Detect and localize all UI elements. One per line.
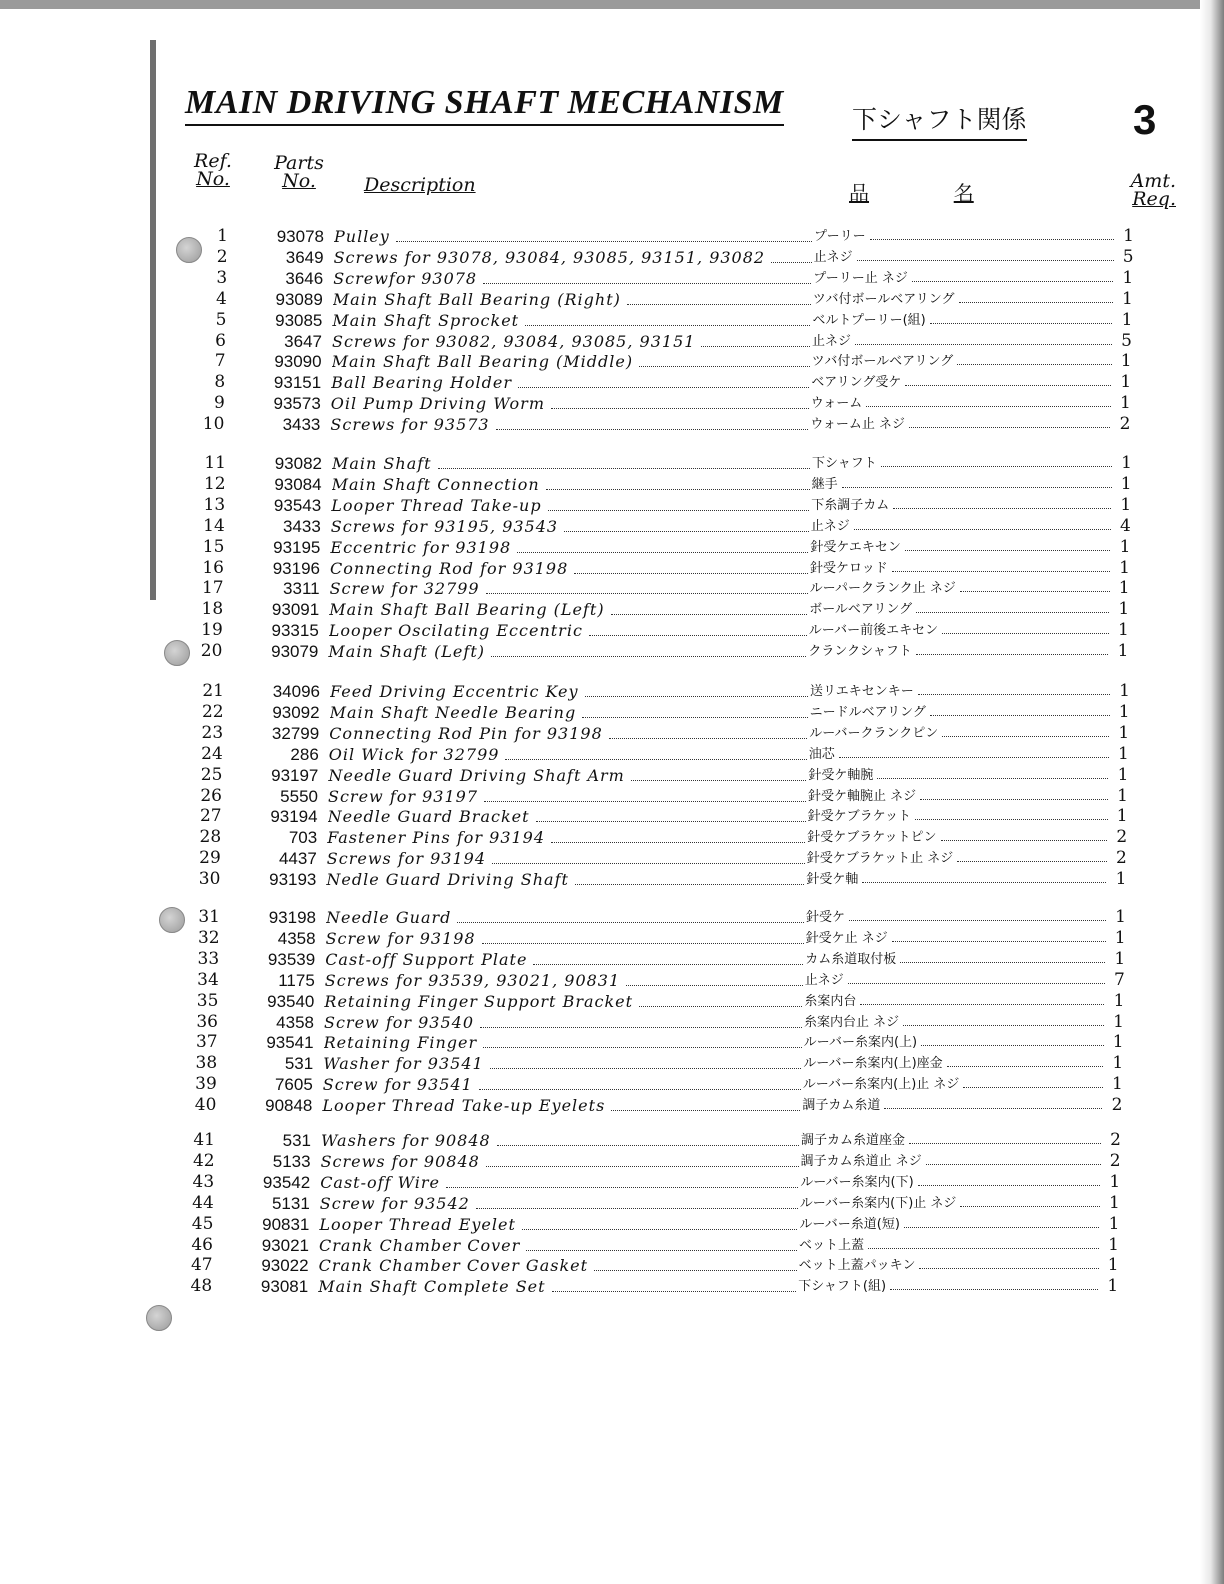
part-name-japanese: 止ネジ <box>805 970 1105 991</box>
part-description: Looper Thread Take-up Eyelets <box>322 1095 800 1116</box>
amount-required: 7 <box>1113 969 1125 990</box>
parts-row <box>185 949 1180 970</box>
part-description: Screw for 32799 <box>330 578 808 599</box>
amount-required: 1 <box>1119 393 1131 414</box>
ref-number: 23 <box>201 722 224 743</box>
amount-required: 1 <box>1117 743 1129 764</box>
part-name-japanese: ツバ付ボールベアリング <box>812 351 1112 372</box>
amount-required: 1 <box>1119 557 1130 578</box>
part-description: Screws for 93078, 93084, 93085, 93151, 93082 <box>334 247 812 268</box>
part-number: 3649 <box>285 247 324 267</box>
part-number: 34096 <box>272 682 320 701</box>
part-number: 32799 <box>271 723 320 743</box>
parts-row <box>189 744 1180 765</box>
part-name-japanese: ルーバー糸案内(下) <box>800 1172 1100 1193</box>
amount-required: 1 <box>1120 372 1132 393</box>
parts-row <box>190 414 1180 435</box>
parts-row <box>188 641 1180 662</box>
part-name-japanese: ニードルベアリング <box>810 702 1110 723</box>
ref-number: 34 <box>197 969 219 990</box>
part-description: Screws for 93573 <box>330 414 808 435</box>
parts-row <box>189 599 1180 620</box>
parts-row <box>191 495 1180 516</box>
ref-number: 43 <box>192 1171 215 1192</box>
ref-number: 2 <box>216 246 228 267</box>
amount-required: 1 <box>1107 1255 1119 1276</box>
part-name-japanese: ルーバー前後エキセン <box>809 620 1109 641</box>
part-name-japanese: 止ネジ <box>811 516 1111 537</box>
parts-row <box>192 331 1180 352</box>
ref-number: 14 <box>203 515 225 536</box>
parts-row <box>186 928 1180 949</box>
part-number: 93151 <box>273 373 322 393</box>
part-number: 93084 <box>274 474 322 494</box>
part-number: 531 <box>282 1131 311 1150</box>
part-name-japanese: ベット上蓋 <box>799 1235 1099 1256</box>
parts-row <box>188 786 1180 807</box>
part-name-japanese: 針受ケ止 ネジ <box>806 928 1106 949</box>
amount-required: 1 <box>1122 267 1134 288</box>
part-number: 93543 <box>273 495 322 515</box>
part-number: 4437 <box>278 849 317 869</box>
part-description: Cast-off Support Plate <box>325 949 803 970</box>
part-name-japanese: ルーバークランクピン <box>809 723 1109 744</box>
part-number: 7605 <box>274 1075 313 1095</box>
ref-number: 33 <box>197 948 220 969</box>
part-number: 93022 <box>261 1256 309 1276</box>
part-name-japanese: ウォーム <box>811 393 1111 414</box>
part-name-japanese: 止ネジ <box>814 247 1114 268</box>
part-name-japanese: 糸案内台 <box>804 991 1104 1012</box>
part-name-japanese: ルーバー糸案内(上) <box>804 1032 1104 1053</box>
part-description: Main Shaft <box>332 453 810 474</box>
parts-row <box>188 806 1180 827</box>
section-number: 3 <box>1133 96 1157 143</box>
part-description: Needle Guard Bracket <box>328 806 806 827</box>
ref-number: 41 <box>193 1130 215 1150</box>
parts-row <box>183 1074 1180 1095</box>
amount-required: 5 <box>1122 246 1134 267</box>
amount-required: 1 <box>1121 453 1132 473</box>
ref-number: 37 <box>195 1032 218 1053</box>
ref-number: 40 <box>194 1095 217 1116</box>
parts-row <box>186 869 1180 890</box>
part-name-japanese: 送リエキセンキー <box>810 681 1110 702</box>
part-description: Main Shaft (Left) <box>328 641 806 662</box>
header-description: Description <box>364 174 476 196</box>
part-number: 5550 <box>280 786 318 806</box>
parts-row <box>182 1095 1180 1116</box>
amount-required: 2 <box>1109 1150 1121 1171</box>
ref-number: 19 <box>201 620 223 641</box>
part-name-japanese: ルーバー糸道(短) <box>799 1214 1099 1235</box>
amount-required: 1 <box>1120 494 1132 515</box>
ref-number: 22 <box>201 701 224 722</box>
ref-number: 11 <box>204 453 226 473</box>
parts-row <box>192 310 1180 331</box>
part-description: Screws for 93195, 93543 <box>331 516 809 537</box>
ref-number: 32 <box>197 927 220 948</box>
parts-row <box>193 268 1180 289</box>
amount-required: 4 <box>1119 515 1131 536</box>
part-number: 93197 <box>271 765 319 785</box>
part-description: Crank Chamber Cover <box>319 1235 797 1256</box>
parts-row <box>181 1151 1180 1172</box>
part-name-japanese: 針受ケブラケット <box>808 806 1108 827</box>
part-description: Ball Bearing Holder <box>331 372 809 393</box>
header-name-japanese: 品 名 <box>849 181 974 205</box>
ref-number: 26 <box>200 785 222 806</box>
part-number: 93193 <box>269 870 317 890</box>
part-name-japanese: ルーパークランク止 ネジ <box>810 578 1110 599</box>
parts-row <box>190 537 1180 558</box>
part-name-japanese: 針受ケエキセン <box>810 537 1110 558</box>
parts-row <box>191 393 1180 414</box>
part-description: Connecting Rod Pin for 93198 <box>329 723 807 744</box>
part-description: Retaining Finger Support Bracket <box>324 991 802 1012</box>
amount-required: 1 <box>1107 1276 1119 1297</box>
amount-required: 1 <box>1118 701 1130 722</box>
part-number: 93195 <box>273 537 321 557</box>
part-name-japanese: ボールベアリング <box>809 599 1109 620</box>
part-description: Main Shaft Ball Bearing (Left) <box>329 599 807 620</box>
part-name-japanese: プーリー止 ネジ <box>813 268 1113 289</box>
ref-number: 38 <box>195 1053 218 1074</box>
ref-number: 48 <box>190 1276 213 1297</box>
part-description: Looper Thread Eyelet <box>319 1214 797 1235</box>
parts-row <box>184 1032 1180 1053</box>
part-number: 93079 <box>271 642 319 662</box>
part-name-japanese: ベアリング受ケ <box>811 372 1111 393</box>
ref-number: 47 <box>190 1255 213 1276</box>
part-description: Eccentric for 93198 <box>330 537 808 558</box>
amount-required: 1 <box>1108 1192 1120 1213</box>
part-number: 531 <box>284 1054 314 1074</box>
part-number: 3646 <box>285 268 324 288</box>
parts-row <box>192 351 1180 372</box>
amount-required: 2 <box>1115 848 1127 869</box>
amount-required: 1 <box>1113 990 1125 1011</box>
part-description: Screws for 93082, 93084, 93085, 93151 <box>332 331 810 352</box>
parts-row <box>190 702 1180 723</box>
parts-row <box>191 372 1180 393</box>
part-number: 286 <box>290 744 319 764</box>
amount-required: 1 <box>1115 907 1126 927</box>
amount-required: 1 <box>1115 869 1127 890</box>
parts-row <box>189 620 1180 641</box>
part-number: 90831 <box>262 1214 310 1234</box>
part-number: 93541 <box>266 1033 314 1053</box>
amount-required: 1 <box>1120 351 1132 372</box>
part-name-japanese: 針受ケ軸腕止 ネジ <box>808 786 1108 807</box>
parts-row <box>189 723 1180 744</box>
part-name-japanese: ルーバー糸案内(上)座金 <box>803 1053 1103 1074</box>
part-description: Main Shaft Connection <box>332 474 810 495</box>
part-description: Main Shaft Ball Bearing (Right) <box>333 289 811 310</box>
amount-required: 1 <box>1119 536 1131 557</box>
parts-row <box>187 827 1180 848</box>
part-name-japanese: 調子カム糸道 <box>802 1095 1102 1116</box>
part-description: Screw for 93197 <box>328 786 806 807</box>
ref-number: 24 <box>201 743 223 764</box>
part-number: 3433 <box>282 516 321 536</box>
ref-number: 36 <box>196 1011 218 1032</box>
part-number: 4358 <box>277 928 316 948</box>
part-name-japanese: 針受ケ軸 <box>806 869 1106 890</box>
header-ref-no: Ref. No. <box>194 150 232 190</box>
part-description: Screw for 93198 <box>326 928 804 949</box>
amount-required: 1 <box>1117 785 1128 806</box>
amount-required: 5 <box>1121 330 1132 351</box>
ref-number: 9 <box>213 393 225 414</box>
part-name-japanese: 油芯 <box>809 744 1109 765</box>
ref-number: 42 <box>192 1150 215 1171</box>
part-number: 93021 <box>261 1235 309 1255</box>
part-name-japanese: 調子カム糸道止 ネジ <box>801 1151 1101 1172</box>
parts-row <box>192 474 1180 495</box>
parts-row <box>192 453 1180 474</box>
parts-row <box>180 1193 1180 1214</box>
parts-row <box>190 681 1180 702</box>
page-title: MAIN DRIVING SHAFT MECHANISM <box>185 84 784 126</box>
part-number: 93081 <box>260 1277 309 1297</box>
part-number: 93542 <box>262 1172 311 1192</box>
parts-row <box>190 558 1180 579</box>
parts-row <box>193 289 1180 310</box>
parts-row <box>183 1053 1180 1074</box>
part-number: 93078 <box>276 227 324 246</box>
ref-number: 15 <box>202 536 225 557</box>
part-description: Oil Wick for 32799 <box>329 744 807 765</box>
amount-required: 1 <box>1108 1234 1119 1255</box>
ref-number: 21 <box>202 681 224 701</box>
ref-number: 10 <box>202 414 225 435</box>
part-description: Main Shaft Ball Bearing (Middle) <box>332 351 810 372</box>
part-name-japanese: 針受ケロッド <box>810 558 1110 579</box>
part-description: Fastener Pins for 93194 <box>327 827 805 848</box>
ref-number: 4 <box>215 288 227 309</box>
ref-number: 28 <box>199 827 222 848</box>
ref-number: 20 <box>200 641 223 662</box>
part-description: Oil Pump Driving Worm <box>331 393 809 414</box>
amount-required: 1 <box>1116 806 1128 827</box>
ref-number: 25 <box>200 764 223 785</box>
part-name-japanese: 針受ケブラケットピン <box>807 827 1107 848</box>
part-number: 703 <box>288 828 318 848</box>
parts-row <box>179 1214 1180 1235</box>
part-description: Screw for 93541 <box>323 1074 801 1095</box>
part-description: Needle Guard <box>326 907 804 928</box>
header-parts-no: Parts No. <box>274 152 324 192</box>
header-amount-required: Amt. Req. <box>1130 170 1176 210</box>
part-name-japanese: 調子カム糸道座金 <box>801 1130 1101 1151</box>
ref-number: 29 <box>199 848 221 869</box>
ref-number: 39 <box>195 1074 217 1095</box>
part-number: 5131 <box>271 1193 310 1213</box>
ref-number: 16 <box>202 557 224 578</box>
amount-required: 1 <box>1113 1011 1124 1032</box>
amount-required: 1 <box>1109 1171 1121 1192</box>
amount-required: 1 <box>1118 722 1130 743</box>
part-description: Washers for 90848 <box>321 1130 799 1151</box>
part-description: Screw for 93540 <box>324 1012 802 1033</box>
ref-number: 30 <box>198 869 221 890</box>
part-description: Screws for 93194 <box>327 848 805 869</box>
parts-row <box>188 765 1180 786</box>
parts-row <box>179 1235 1180 1256</box>
part-number: 93089 <box>275 289 323 309</box>
ref-number: 45 <box>191 1213 214 1234</box>
part-name-japanese: クランクシャフト <box>808 641 1108 662</box>
amount-required: 1 <box>1114 948 1126 969</box>
part-description: Feed Driving Eccentric Key <box>330 681 808 702</box>
parts-row <box>187 848 1180 869</box>
ref-number: 27 <box>199 806 222 827</box>
amount-required: 1 <box>1114 927 1126 948</box>
part-description: Main Shaft Needle Bearing <box>330 702 808 723</box>
parts-row <box>194 226 1180 247</box>
ref-number: 6 <box>215 330 226 351</box>
part-name-japanese: 下シャフト <box>812 453 1112 474</box>
parts-row <box>184 991 1180 1012</box>
part-number: 93315 <box>271 621 319 641</box>
parts-row <box>194 247 1180 268</box>
part-number: 4358 <box>276 1012 314 1032</box>
part-number: 93092 <box>272 702 320 722</box>
part-description: Looper Oscilating Eccentric <box>329 620 807 641</box>
part-description: Nedle Guard Driving Shaft <box>326 869 804 890</box>
part-number: 90848 <box>265 1096 313 1116</box>
part-description: Cast-off Wire <box>320 1172 798 1193</box>
amount-required: 1 <box>1121 288 1133 309</box>
amount-required: 1 <box>1118 599 1130 620</box>
ref-number: 13 <box>203 494 226 515</box>
amount-required: 1 <box>1117 641 1129 662</box>
amount-required: 1 <box>1121 309 1133 330</box>
amount-required: 1 <box>1119 681 1130 701</box>
part-name-japanese: ツバ付ボールベアリング <box>813 289 1113 310</box>
parts-row <box>190 578 1180 599</box>
part-name-japanese: 下糸調子カム <box>811 495 1111 516</box>
parts-row <box>184 1012 1180 1033</box>
part-description: Retaining Finger <box>324 1032 802 1053</box>
part-number: 93539 <box>267 949 316 969</box>
parts-row <box>178 1276 1180 1297</box>
part-name-japanese: カム糸道取付板 <box>805 949 1105 970</box>
ref-number: 17 <box>201 578 224 599</box>
part-number: 93091 <box>271 600 320 620</box>
part-name-japanese: ルーバー糸案内(上)止 ネジ <box>803 1074 1103 1095</box>
ref-number: 5 <box>215 309 227 330</box>
part-name-japanese: 糸案内台止 ネジ <box>804 1012 1104 1033</box>
part-number: 3311 <box>283 579 320 599</box>
part-name-japanese: ベルトプーリー(組) <box>812 310 1112 331</box>
parts-row <box>185 970 1180 991</box>
part-number: 93573 <box>273 394 321 414</box>
part-description: Screw for 93542 <box>320 1193 798 1214</box>
part-name-japanese: プーリー <box>814 226 1114 247</box>
part-name-japanese: ウォーム止 ネジ <box>810 414 1110 435</box>
amount-required: 2 <box>1116 827 1128 848</box>
ref-number: 12 <box>203 473 226 494</box>
part-description: Main Shaft Complete Set <box>318 1276 796 1297</box>
part-number: 93540 <box>267 991 315 1011</box>
amount-required: 1 <box>1112 1053 1124 1074</box>
part-name-japanese: 継手 <box>812 474 1112 495</box>
amount-required: 1 <box>1117 764 1129 785</box>
parts-row <box>191 516 1180 537</box>
part-description: Crank Chamber Cover Gasket <box>319 1255 797 1276</box>
amount-required: 2 <box>1110 1130 1121 1150</box>
amount-required: 2 <box>1111 1095 1123 1116</box>
part-number: 93082 <box>274 454 322 473</box>
part-name-japanese: ベット上蓋パッキン <box>799 1255 1099 1276</box>
ref-number: 3 <box>216 267 228 288</box>
part-description: Main Shaft Sprocket <box>332 310 810 331</box>
ref-number: 8 <box>214 372 226 393</box>
part-description: Pulley <box>334 226 812 247</box>
parts-row <box>186 907 1180 928</box>
ref-number: 44 <box>192 1192 214 1213</box>
part-number: 1175 <box>278 970 315 990</box>
part-number: 3647 <box>284 331 322 351</box>
part-description: Washer for 93541 <box>323 1053 801 1074</box>
page-title-japanese: 下シャフト関係 <box>852 100 1027 141</box>
part-number: 3433 <box>282 415 321 435</box>
ref-number: 35 <box>196 990 219 1011</box>
part-number: 93198 <box>268 908 316 927</box>
part-name-japanese: 針受ケブラケット止 ネジ <box>807 848 1107 869</box>
amount-required: 1 <box>1120 473 1132 494</box>
part-description: Screws for 93539, 93021, 90831 <box>325 970 803 991</box>
amount-required: 1 <box>1111 1074 1123 1095</box>
amount-required: 1 <box>1108 1213 1120 1234</box>
amount-required: 1 <box>1118 578 1130 599</box>
part-number: 93090 <box>274 352 322 372</box>
parts-row <box>179 1255 1180 1276</box>
ref-number: 1 <box>217 226 228 246</box>
ref-number: 7 <box>214 351 226 372</box>
ref-number: 31 <box>198 907 220 927</box>
part-name-japanese: 針受ケ軸腕 <box>808 765 1108 786</box>
part-name-japanese: 針受ケ <box>806 907 1106 928</box>
amount-required: 1 <box>1112 1032 1124 1053</box>
part-description: Needle Guard Driving Shaft Arm <box>328 765 806 786</box>
ref-number: 18 <box>201 599 224 620</box>
part-description: Screws for 90848 <box>321 1151 799 1172</box>
parts-row <box>180 1172 1180 1193</box>
part-number: 93085 <box>275 310 323 330</box>
amount-required: 1 <box>1117 620 1129 641</box>
part-name-japanese: 下シャフト(組) <box>798 1276 1098 1297</box>
part-name-japanese: ルーバー糸案内(下)止 ネジ <box>800 1193 1100 1214</box>
part-number: 5133 <box>272 1151 311 1171</box>
amount-required: 1 <box>1123 226 1134 246</box>
parts-row <box>181 1130 1180 1151</box>
amount-required: 2 <box>1119 414 1131 435</box>
part-number: 93194 <box>270 807 318 827</box>
part-description: Screwfor 93078 <box>333 268 811 289</box>
part-number: 93196 <box>272 558 320 578</box>
part-description: Looper Thread Take-up <box>331 495 809 516</box>
part-name-japanese: 止ネジ <box>812 331 1112 352</box>
part-description: Connecting Rod for 93198 <box>330 558 808 579</box>
ref-number: 46 <box>191 1234 213 1255</box>
